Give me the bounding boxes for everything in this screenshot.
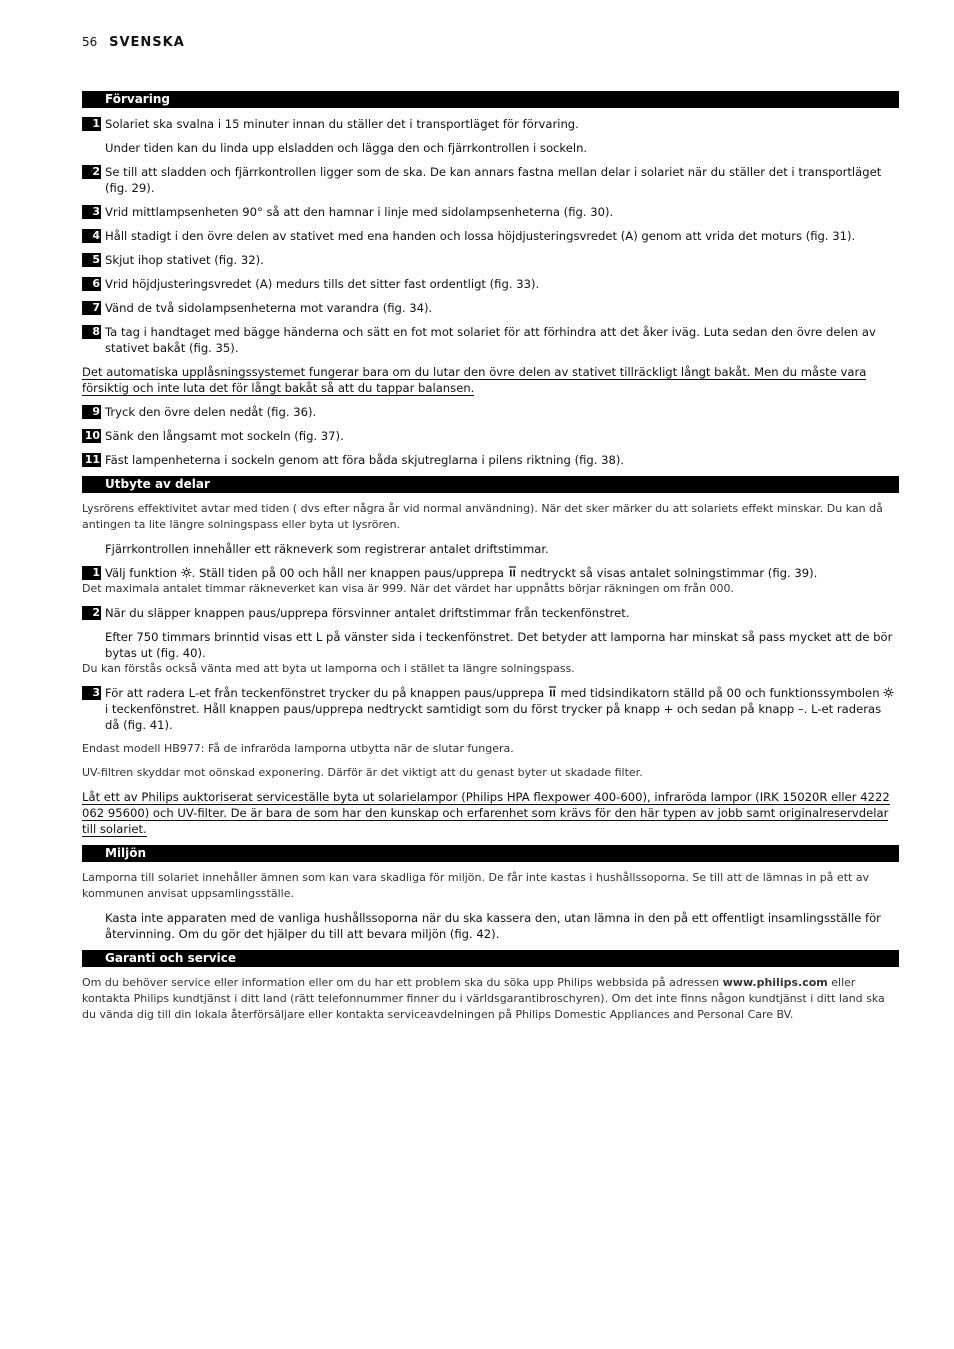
sun-icon bbox=[181, 567, 192, 578]
step-item bbox=[82, 164, 899, 196]
step-text: i teckenfönstret. Håll knappen paus/upprepa nedtryckt samtidigt som du först trycker på knapp + och sedan på knapp –. L-et raderas då (fig. 41). bbox=[105, 702, 882, 732]
sub-paragraph: Kasta inte apparaten med de vanliga hushållssoporna när du ska kassera den, utan lämna in den på ett offentligt insamlingsställe för återvinning. Om du gör det hjälper du till att bevara miljön (fig. 42). bbox=[105, 911, 881, 941]
step-text: nedtryckt så visas antalet solningstimmar (fig. 39). bbox=[520, 566, 818, 580]
sub-paragraph: Fjärrkontrollen innehåller ett räkneverk som registrerar antalet driftstimmar. bbox=[105, 542, 549, 556]
warning-text: Det automatiska upplåsningssystemet fungerar bara om du lutar den övre delen av stativet tillräckligt långt bakåt. Men du måste vara försiktig och inte luta det för långt bakåt så att du tappar balansen. bbox=[82, 365, 867, 395]
step-item bbox=[82, 685, 899, 733]
step-item bbox=[82, 428, 899, 444]
pause-repeat-icon bbox=[508, 566, 517, 578]
step-item bbox=[82, 228, 899, 244]
page-header bbox=[82, 34, 185, 51]
step-number: 1 bbox=[82, 566, 101, 580]
page-number: 56 bbox=[82, 35, 98, 49]
warranty-text: Om du behöver service eller information eller om du har ett problem ska du söka upp Philips webbsida på adressen bbox=[82, 976, 720, 989]
step-item bbox=[82, 300, 899, 316]
step-number: 5 bbox=[82, 253, 101, 267]
section-heading-warranty: Garanti och service bbox=[82, 950, 899, 967]
step-text: Solariet ska svalna i 15 minuter innan du ställer det i transportläget för förvaring. bbox=[105, 117, 579, 131]
step-text: Håll stadigt i den övre delen av stativet med ena handen och lossa höjdjusteringsvredet (A) genom att vrida det moturs (fig. 31). bbox=[105, 229, 856, 243]
step-text: Fäst lampenheterna i sockeln genom att föra båda skjutreglarna i pilens riktning (fig. 38). bbox=[105, 453, 625, 467]
step-item bbox=[82, 605, 899, 621]
step-text: Välj funktion bbox=[105, 566, 177, 580]
warning-text: Låt ett av Philips auktoriserat serviceställe byta ut solarielampor (Philips HPA flexpower 400-600), infraröda lampor (IRK 15020R eller 4222 062 95600) och UV-filter. De är bara de som har den kunskap och erfarenhet som krävs för den här typen av jobb samt originalreservdelar till solariet. bbox=[82, 790, 890, 836]
step-number: 3 bbox=[82, 686, 101, 700]
step-item bbox=[82, 276, 899, 292]
step-text: Skjut ihop stativet (fig. 32). bbox=[105, 253, 264, 267]
intro-paragraph: Lamporna till solariet innehåller ämnen som kan vara skadliga för miljön. De får inte kastas i hushållssoporna. Se till att de lämnas in på ett av kommunen anvisat uppsamlingsställe. bbox=[82, 871, 870, 900]
intro-paragraph: Lysrörens effektivitet avtar med tiden ( dvs efter några år vid normal användning). När det sker märker du att solariets effekt minskar. Du kan då antingen ta lite längre solningspass eller byta ut lysrören. bbox=[82, 502, 883, 531]
section-heading-storage: Förvaring bbox=[82, 91, 899, 108]
step-number: 9 bbox=[82, 405, 101, 419]
step-item bbox=[82, 116, 899, 132]
step-number: 3 bbox=[82, 205, 101, 219]
step-number: 7 bbox=[82, 301, 101, 315]
step-text: Vrid höjdjusteringsvredet (A) medurs tills det sitter fast ordentligt (fig. 33). bbox=[105, 277, 540, 291]
warning-paragraph bbox=[82, 364, 899, 396]
step-text: med tidsindikatorn ställd på 00 och funktionssymbolen bbox=[560, 686, 880, 700]
step-text: När du släpper knappen paus/upprepa försvinner antalet driftstimmar från teckenfönstret. bbox=[105, 606, 630, 620]
warning-paragraph bbox=[82, 789, 899, 837]
step-item bbox=[82, 565, 899, 581]
sub-paragraph: Efter 750 timmars brinntid visas ett L på vänster sida i teckenfönstret. Det betyder att lamporna har minskat så pass mycket att de bör bytas ut (fig. 40). bbox=[105, 630, 893, 660]
sun-icon bbox=[883, 687, 894, 698]
note-paragraph: UV-filtren skyddar mot oönskad exponering. Därför är det viktigt att du genast byter ut skadade filter. bbox=[82, 766, 643, 779]
page-content bbox=[82, 91, 899, 1031]
step-number: 11 bbox=[82, 453, 101, 467]
pause-repeat-icon bbox=[548, 686, 557, 698]
step-item bbox=[82, 452, 899, 468]
step-text: Vänd de två sidolampsenheterna mot varandra (fig. 34). bbox=[105, 301, 433, 315]
sub-paragraph: Under tiden kan du linda upp elsladden och lägga den och fjärrkontrollen i sockeln. bbox=[105, 141, 588, 155]
step-item bbox=[82, 404, 899, 420]
note-paragraph: Det maximala antalet timmar räkneverket kan visa är 999. När det värdet har uppnåtts börjar räkningen om från 000. bbox=[82, 582, 735, 595]
step-number: 10 bbox=[82, 429, 101, 443]
step-number: 6 bbox=[82, 277, 101, 291]
step-text: Sänk den långsamt mot sockeln (fig. 37). bbox=[105, 429, 344, 443]
step-text: Vrid mittlampsenheten 90° så att den hamnar i linje med sidolampsenheterna (fig. 30). bbox=[105, 205, 614, 219]
step-number: 1 bbox=[82, 117, 101, 131]
section-heading-replace: Utbyte av delar bbox=[82, 476, 899, 493]
step-text: . Ställ tiden på 00 och håll ner knappen paus/upprepa bbox=[191, 566, 505, 580]
warranty-paragraph bbox=[82, 975, 899, 1023]
step-number: 4 bbox=[82, 229, 101, 243]
step-item bbox=[82, 324, 899, 356]
note-paragraph: Endast modell HB977: Få de infraröda lamporna utbytta när de slutar fungera. bbox=[82, 742, 514, 755]
step-number: 2 bbox=[82, 165, 101, 179]
section-heading-environment: Miljön bbox=[82, 845, 899, 862]
step-item bbox=[82, 204, 899, 220]
step-number: 8 bbox=[82, 325, 101, 339]
step-text: För att radera L-et från teckenfönstret trycker du på knappen paus/upprepa bbox=[105, 686, 545, 700]
philips-website-link[interactable]: www.philips.com bbox=[722, 976, 828, 989]
language-label: SVENSKA bbox=[109, 35, 185, 50]
step-text: Ta tag i handtaget med bägge händerna och sätt en fot mot solariet för att förhindra att det åker iväg. Luta sedan den övre delen av stativet bakåt (fig. 35). bbox=[105, 325, 876, 355]
note-paragraph: Du kan förstås också vänta med att byta ut lamporna och i stället ta längre solningspass. bbox=[82, 662, 575, 675]
step-text: Tryck den övre delen nedåt (fig. 36). bbox=[105, 405, 317, 419]
warranty-text: eller kontakta Philips kundtjänst i ditt land (rätt telefonnummer finner du i världsgarantibroschyren). Om det inte finns någon kundtjänst i ditt land ska du vända dig till din lokala återförsäljare eller kontakta serviceavdelningen på Philips Domestic Appliances and Personal Care BV. bbox=[82, 976, 885, 1021]
step-text: Se till att sladden och fjärrkontrollen ligger som de ska. De kan annars fastna mellan delar i solariet när du ställer det i transportläget (fig. 29). bbox=[105, 165, 882, 195]
step-number: 2 bbox=[82, 606, 101, 620]
step-item bbox=[82, 252, 899, 268]
